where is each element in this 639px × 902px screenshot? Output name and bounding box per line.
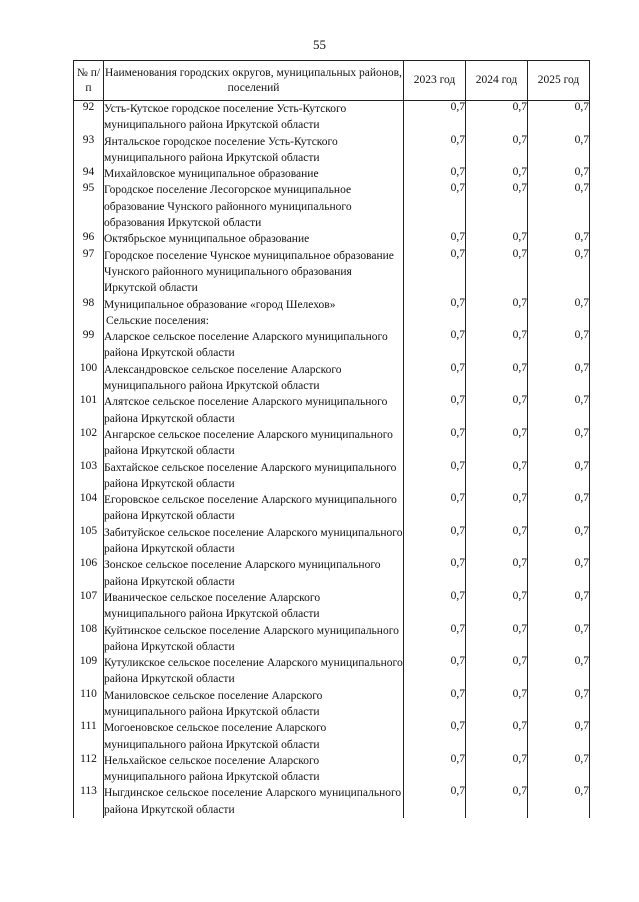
table-row [74,297,590,313]
row-number: 93 [74,134,104,167]
row-name: Городское поселение Чунское муниципальное образование Чунского районного муниципального образования Иркутской области [104,248,404,297]
row-value-2023: 0,7 [404,492,466,525]
row-value-2023: 0,7 [404,720,466,753]
row-value-2024: 0,7 [466,297,528,313]
row-number: 109 [74,655,104,688]
row-value-2023: 0,7 [404,655,466,688]
section-num-cell [74,313,104,329]
table-row [74,785,590,818]
row-number: 107 [74,590,104,623]
row-value-2025: 0,7 [528,525,590,558]
row-name: Иваническое сельское поселение Аларского муниципального района Иркутской области [104,590,404,623]
table-row [74,688,590,721]
row-name: Городское поселение Лесогорское муниципальное образование Чунского районного муниципального образования Иркутской области [104,182,404,231]
row-number: 99 [74,329,104,362]
header-year-2024: 2024 год [466,61,528,101]
row-value-2025: 0,7 [528,623,590,656]
row-value-2025: 0,7 [528,166,590,182]
row-value-2025: 0,7 [528,785,590,818]
table-row [74,231,590,247]
coefficients-table [73,60,590,818]
row-value-2024: 0,7 [466,134,528,167]
row-name: Муниципальное образование «город Шелехов» [104,297,404,313]
row-name: Аларское сельское поселение Аларского муниципального района Иркутской области [104,329,404,362]
row-name: Янтальское городское поселение Усть-Кутского муниципального района Иркутской области [104,134,404,167]
section-empty-cell [528,313,590,329]
section-empty-cell [466,313,528,329]
row-name: Забитуйское сельское поселение Аларского муниципального района Иркутской области [104,525,404,558]
row-name: Зонское сельское поселение Аларского муниципального района Иркутской области [104,557,404,590]
table-header [74,61,590,101]
row-value-2025: 0,7 [528,557,590,590]
row-value-2023: 0,7 [404,753,466,786]
row-value-2025: 0,7 [528,460,590,493]
row-number: 112 [74,753,104,786]
row-value-2023: 0,7 [404,231,466,247]
row-name: Ныгдинское сельское поселение Аларского муниципального района Иркутской области [104,785,404,818]
row-number: 108 [74,623,104,656]
table-row [74,557,590,590]
row-number: 96 [74,231,104,247]
row-value-2025: 0,7 [528,688,590,721]
row-name: Усть-Кутское городское поселение Усть-Кутского муниципального района Иркутской области [104,101,404,134]
table-row [74,394,590,427]
table-row [74,753,590,786]
header-name: Наименования городских округов, муниципальных районов, поселений [104,61,404,101]
table-row [74,329,590,362]
row-name: Егоровское сельское поселение Аларского муниципального района Иркутской области [104,492,404,525]
row-name: Нельхайское сельское поселение Аларского муниципального района Иркутской области [104,753,404,786]
row-value-2024: 0,7 [466,362,528,395]
table-row [74,655,590,688]
table-row [74,720,590,753]
row-name: Могоеновское сельское поселение Аларского муниципального района Иркутской области [104,720,404,753]
row-value-2023: 0,7 [404,460,466,493]
row-value-2025: 0,7 [528,362,590,395]
row-value-2024: 0,7 [466,329,528,362]
header-year-2025: 2025 год [528,61,590,101]
row-value-2024: 0,7 [466,720,528,753]
table-row [74,101,590,134]
row-number: 95 [74,182,104,231]
row-value-2025: 0,7 [528,297,590,313]
row-name: Михайловское муниципальное образование [104,166,404,182]
row-value-2025: 0,7 [528,753,590,786]
row-value-2023: 0,7 [404,427,466,460]
row-number: 106 [74,557,104,590]
row-value-2025: 0,7 [528,329,590,362]
row-value-2023: 0,7 [404,525,466,558]
row-name: Куйтинское сельское поселение Аларского муниципального района Иркутской области [104,623,404,656]
row-value-2024: 0,7 [466,427,528,460]
table-body [74,101,590,819]
row-value-2024: 0,7 [466,688,528,721]
row-value-2025: 0,7 [528,655,590,688]
row-number: 101 [74,394,104,427]
table-row [74,427,590,460]
row-name: Александровское сельское поселение Аларского муниципального района Иркутской области [104,362,404,395]
row-number: 98 [74,297,104,313]
row-value-2024: 0,7 [466,248,528,297]
row-value-2024: 0,7 [466,753,528,786]
table-row [74,492,590,525]
row-value-2023: 0,7 [404,134,466,167]
row-name: Кутуликское сельское поселение Аларского муниципального района Иркутской области [104,655,404,688]
table-row [74,525,590,558]
row-name: Алятское сельское поселение Аларского муниципального района Иркутской области [104,394,404,427]
row-value-2024: 0,7 [466,394,528,427]
row-number: 94 [74,166,104,182]
row-number: 105 [74,525,104,558]
header-num: № п/п [74,61,104,101]
table-row [74,248,590,297]
row-value-2023: 0,7 [404,623,466,656]
row-number: 103 [74,460,104,493]
table-row [74,623,590,656]
row-number: 92 [74,101,104,134]
row-value-2023: 0,7 [404,785,466,818]
row-number: 102 [74,427,104,460]
row-value-2024: 0,7 [466,182,528,231]
row-value-2024: 0,7 [466,492,528,525]
row-value-2023: 0,7 [404,166,466,182]
row-value-2024: 0,7 [466,785,528,818]
row-value-2024: 0,7 [466,101,528,134]
row-value-2025: 0,7 [528,720,590,753]
row-value-2025: 0,7 [528,492,590,525]
row-value-2023: 0,7 [404,688,466,721]
row-value-2023: 0,7 [404,101,466,134]
row-value-2024: 0,7 [466,460,528,493]
row-value-2025: 0,7 [528,427,590,460]
row-value-2025: 0,7 [528,394,590,427]
row-value-2023: 0,7 [404,297,466,313]
row-value-2024: 0,7 [466,231,528,247]
row-value-2024: 0,7 [466,525,528,558]
table-row [74,166,590,182]
page-number: 55 [313,37,326,52]
row-value-2025: 0,7 [528,231,590,247]
row-number: 104 [74,492,104,525]
row-number: 110 [74,688,104,721]
table-row [74,460,590,493]
row-number: 111 [74,720,104,753]
row-value-2023: 0,7 [404,329,466,362]
row-value-2025: 0,7 [528,101,590,134]
table-row [74,362,590,395]
row-name: Октябрьское муниципальное образование [104,231,404,247]
row-number: 97 [74,248,104,297]
row-name: Бахтайское сельское поселение Аларского муниципального района Иркутской области [104,460,404,493]
row-number: 113 [74,785,104,818]
row-value-2024: 0,7 [466,623,528,656]
table-row [74,134,590,167]
section-title: Сельские поселения: [104,313,404,329]
table-row [74,182,590,231]
table-row [74,590,590,623]
row-value-2025: 0,7 [528,182,590,231]
row-value-2024: 0,7 [466,590,528,623]
row-value-2023: 0,7 [404,557,466,590]
row-value-2023: 0,7 [404,248,466,297]
row-value-2025: 0,7 [528,134,590,167]
row-number: 100 [74,362,104,395]
row-value-2023: 0,7 [404,362,466,395]
row-value-2024: 0,7 [466,166,528,182]
header-year-2023: 2023 год [404,61,466,101]
row-value-2025: 0,7 [528,248,590,297]
section-empty-cell [404,313,466,329]
row-name: Маниловское сельское поселение Аларского муниципального района Иркутской области [104,688,404,721]
row-name: Ангарское сельское поселение Аларского муниципального района Иркутской области [104,427,404,460]
row-value-2023: 0,7 [404,394,466,427]
row-value-2024: 0,7 [466,557,528,590]
row-value-2023: 0,7 [404,182,466,231]
section-row [74,313,590,329]
row-value-2024: 0,7 [466,655,528,688]
row-value-2025: 0,7 [528,590,590,623]
row-value-2023: 0,7 [404,590,466,623]
